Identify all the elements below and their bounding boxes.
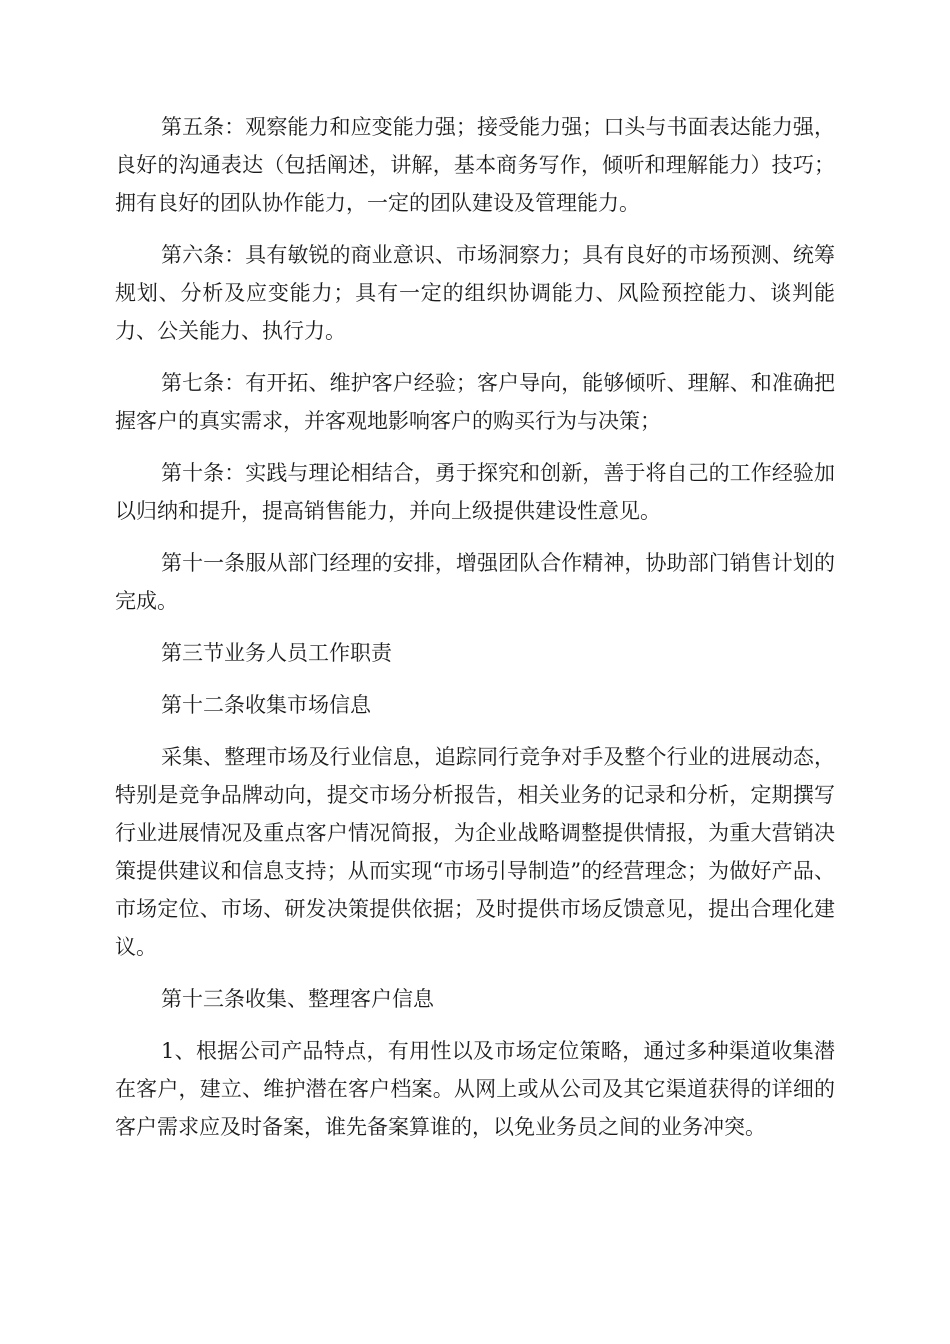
article-12-heading: 第十二条收集市场信息 bbox=[161, 693, 371, 717]
article-13-heading: 第十三条收集、整理客户信息 bbox=[161, 987, 434, 1011]
article-7-paragraph: 第七条：有开拓、维护客户经验；客户导向，能够倾听、理解、和准确把握客户的真实需求，并客观地影响客户的购买行为与决策； bbox=[115, 371, 835, 433]
document-page bbox=[115, 108, 835, 1160]
article-12-body: 采集、整理市场及行业信息，追踪同行竞争对手及整个行业的进展动态，特别是竞争品牌动向，提交市场分析报告，相关业务的记录和分析，定期撰写行业进展情况及重点客户情况简报，为企业战略调整提供情报，为重大营销决策提供建议和信息支持；从而实现“市场引导制造”的经营理念；为做好产品、市场定位、市场、研发决策提供依据；及时提供市场反馈意见，提出合理化建议。 bbox=[115, 745, 835, 959]
section-3-heading: 第三节业务人员工作职责 bbox=[161, 641, 392, 665]
article-13-item-1: 1、根据公司产品特点，有用性以及市场定位策略，通过多种渠道收集潜在客户，建立、维护潜在客户档案。从网上或从公司及其它渠道获得的详细的客户需求应及时备案，谁先备案算谁的，以免业务员之间的业务冲突。 bbox=[115, 1039, 835, 1139]
article-5-paragraph: 第五条：观察能力和应变能力强；接受能力强；口头与书面表达能力强，良好的沟通表达（包括阐述，讲解，基本商务写作，倾听和理解能力）技巧；拥有良好的团队协作能力，一定的团队建设及管理能力。 bbox=[115, 115, 835, 215]
article-10-paragraph: 第十条：实践与理论相结合，勇于探究和创新，善于将自己的工作经验加以归纳和提升，提高销售能力，并向上级提供建设性意见。 bbox=[115, 461, 835, 523]
article-6-paragraph: 第六条：具有敏锐的商业意识、市场洞察力；具有良好的市场预测、统筹规划、分析及应变能力；具有一定的组织协调能力、风险预控能力、谈判能力、公关能力、执行力。 bbox=[115, 243, 835, 343]
article-11-paragraph: 第十一条服从部门经理的安排，增强团队合作精神，协助部门销售计划的完成。 bbox=[115, 551, 835, 613]
